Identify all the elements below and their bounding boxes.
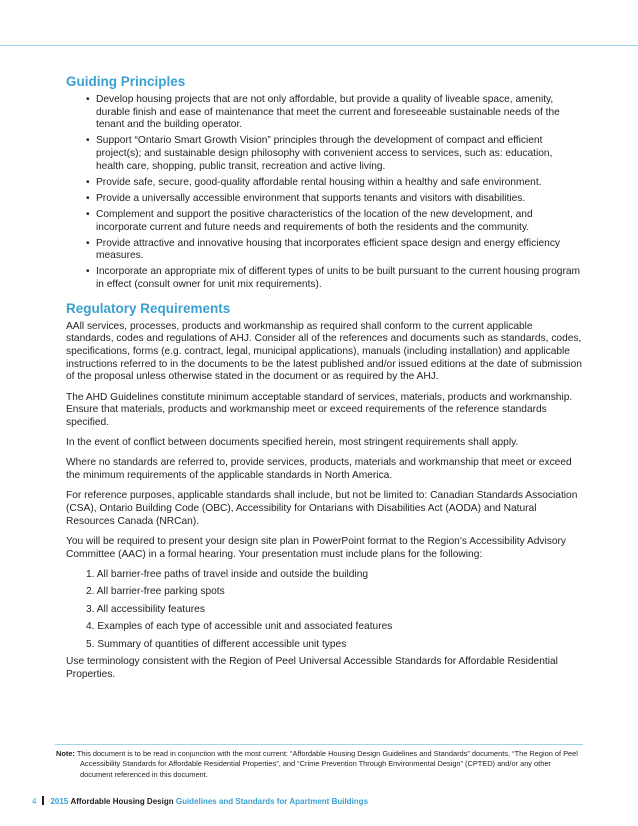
paragraph: In the event of conflict between documents specified herein, most stringent requirements shall apply. <box>66 437 519 449</box>
list-item: 1. All barrier-free paths of travel inside and outside the building <box>86 568 369 580</box>
bullet-icon: • <box>86 208 90 220</box>
page-number: 4 <box>32 797 37 806</box>
paragraph: AAll services, processes, products and workmanship as required shall conform to the current applicable standards, codes and regulations of AHJ. Consider all of the references and documents such as standards, codes, specifications, forms (e.g. contract, legal, municipal applications), manuals (including installation) and applicable instructions referred to in the documents to be the latest published and/or issued editions at the date of submission of the proposal unless otherwise stated in the document or as required by the AHJ. <box>66 320 582 383</box>
paragraph: Where no standards are referred to, provide services, products, materials and workmanship that meet or exceed the minimum requirements of the applicable standards in North America. <box>66 457 572 482</box>
bullet-icon: • <box>86 94 90 105</box>
list-item: • Complement and support the positive characteristics of the location of the new development, and incorporate current and future needs and requirements of both the residents and the community. <box>86 208 533 233</box>
regulatory-requirements-heading: Regulatory Requirements <box>66 300 231 316</box>
list-item: • Provide safe, secure, good-quality affordable rental housing within a healthy and safe environment. <box>86 176 542 188</box>
presentation-requirements-list <box>66 569 582 652</box>
note-rule <box>55 744 583 745</box>
bullet-icon: • <box>86 237 90 249</box>
header-rule <box>0 45 638 46</box>
note-text: This document is to be read in conjunction with the most current: “Affordable Housing Design Guidelines and Standards” documents, “The Region of Peel Accessibility Standards for Affordable Residential Properties”, and “Crime Prevention Through Environmental Design” (CPTED) and/or any other document referenced in this document. <box>76 749 578 779</box>
closing-paragraph: Use terminology consistent with the Region of Peel Universal Accessible Standards for Affordable Residential Properties. <box>66 656 558 681</box>
list-item: • Develop housing projects that are not only affordable, but provide a quality of liveable space, amenity, durable finish and ease of maintenance that meet the current and foreseeable sustainable needs of the tenant and the building operator. <box>86 94 560 131</box>
list-item: • Provide attractive and innovative housing that incorporates efficient space design and energy efficiency measures. <box>86 237 561 262</box>
page-footer <box>32 796 368 807</box>
list-item: 3. All accessibility features <box>86 603 205 615</box>
bullet-icon: • <box>86 135 90 147</box>
footnote <box>56 749 584 780</box>
note-label: Note: <box>56 749 75 758</box>
bullet-icon: • <box>86 266 90 278</box>
paragraph: You will be required to present your design site plan in PowerPoint format to the Region’s Accessibility Advisory Committee (AAC) in a formal hearing. Your presentation must include plans for the following: <box>66 535 567 560</box>
footer-title: Affordable Housing Design <box>70 797 174 806</box>
list-item: • Provide a universally accessible environment that supports tenants and visitors with disabilities. <box>86 192 526 204</box>
list-item: 5. Summary of quantities of different accessible unit types <box>86 638 347 650</box>
list-item: • Support “Ontario Smart Growth Vision” principles through the development of compact and efficient project(s); and sustainable design philosophy with convenient access to services, such as: education, health care, shopping, public transit, recreation and active living. <box>86 135 553 172</box>
bullet-icon: • <box>86 192 90 204</box>
page-content <box>66 74 582 689</box>
footer-divider <box>42 796 44 805</box>
guiding-principles-list <box>66 94 582 292</box>
footer-subtitle: Guidelines and Standards for Apartment Buildings <box>175 797 369 806</box>
list-item: 4. Examples of each type of accessible unit and associated features <box>86 621 393 633</box>
guiding-principles-heading: Guiding Principles <box>66 74 186 89</box>
paragraph: The AHD Guidelines constitute minimum acceptable standard of services, materials, products and workmanship. Ensure that materials, products and workmanship meet or exceed requirements of the reference standards specified. <box>66 391 573 429</box>
bullet-icon: • <box>86 176 90 188</box>
list-item: 2. All barrier-free parking spots <box>86 586 225 598</box>
paragraph: For reference purposes, applicable standards shall include, but not be limited to: Canadian Standards Association (CSA), Ontario Building Code (OBC), Accessibility for Ontarians with Disabilities Act (AODA) and Natural Resources Canada (NRCan). <box>66 490 578 527</box>
list-item: • Incorporate an appropriate mix of different types of units to be built pursuant to the current housing program in effect (consult owner for unit mix requirements). <box>86 266 581 290</box>
footer-year: 2015 <box>50 797 69 806</box>
